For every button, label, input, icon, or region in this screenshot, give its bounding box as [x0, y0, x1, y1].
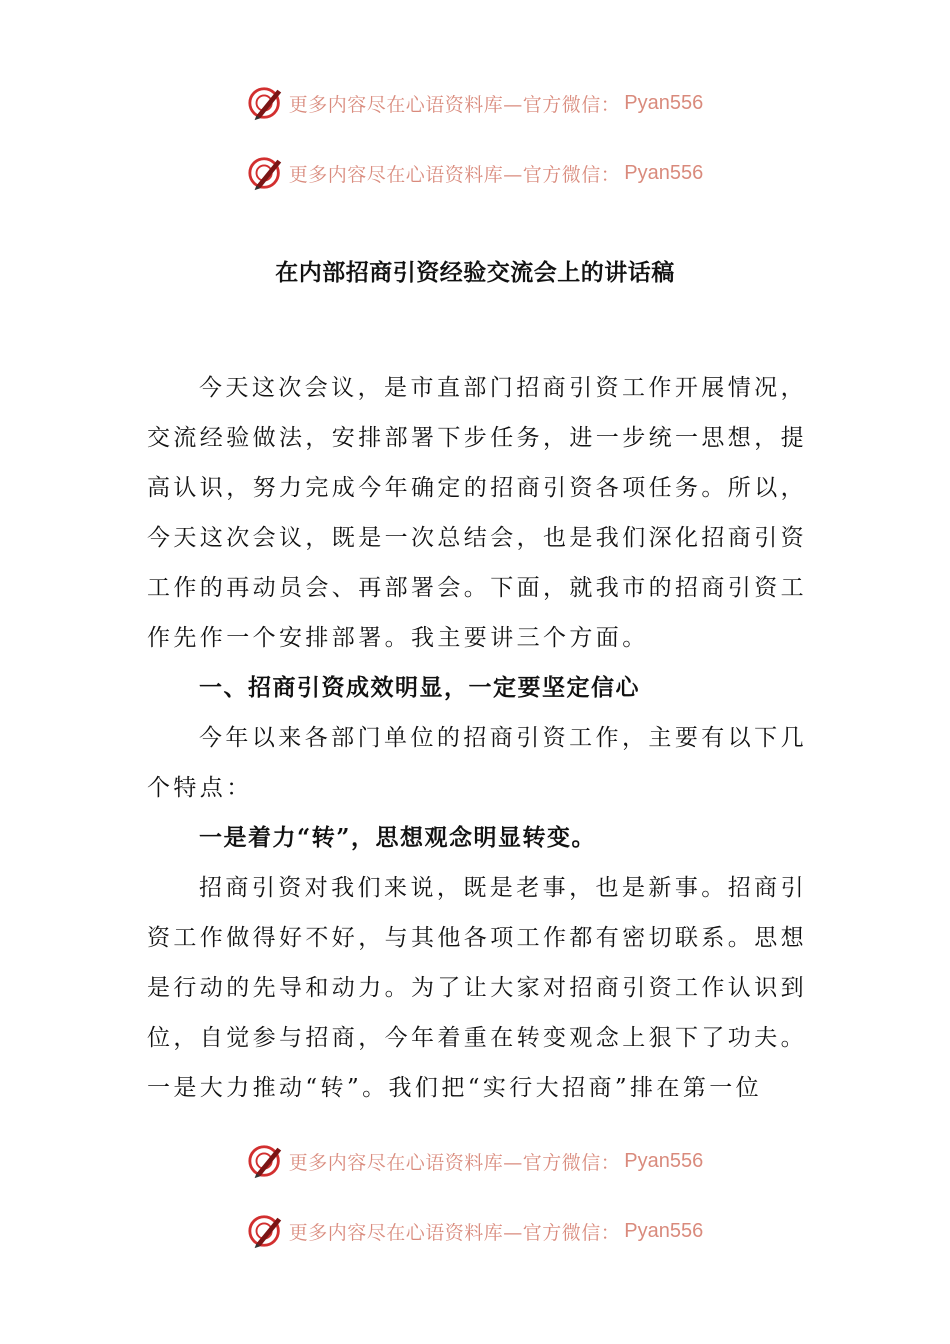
pen-logo-icon — [247, 154, 285, 192]
watermark-text: 更多内容尽在心语资料库—官方微信： — [288, 1221, 621, 1244]
pen-logo-icon — [247, 84, 285, 122]
body-paragraph: 今天这次会议，是市直部门招商引资工作开展情况，交流经验做法，安排部署下步任务，进一步统一思想，提高认识，努力完成今年确定的招商引资各项任务。所以，今天这次会议，既是一次总结会，也是我们深化招商引资工作的再动员会、再部署会。下面，就我市的招商引资工作先作一个安排部署。我主要讲三个方面。 — [147, 375, 807, 651]
watermark-banner-1 — [0, 83, 950, 123]
watermark-text: 更多内容尽在心语资料库—官方微信： — [288, 93, 621, 116]
section-heading: 一、招商引资成效明显，一定要坚定信心 — [199, 674, 640, 701]
watermark-account: Pyan556 — [624, 1149, 704, 1172]
watermark-text: 更多内容尽在心语资料库—官方微信： — [288, 163, 621, 186]
body-paragraph: 招商引资对我们来说，既是老事，也是新事。招商引资工作做得好不好，与其他各项工作都有密切联系。思想是行动的先导和动力。为了让大家对招商引资工作认识到位，自觉参与招商，今年着重在转变观念上狠下了功夫。一是大力推动“转”。我们把“实行大招商”排在第一位 — [147, 875, 807, 1101]
watermark-banner-4 — [0, 1211, 950, 1251]
watermark-account: Pyan556 — [624, 1219, 704, 1242]
watermark-account: Pyan556 — [624, 91, 704, 114]
pen-logo-icon — [247, 1212, 285, 1250]
watermark-banner-3 — [0, 1141, 950, 1181]
pen-logo-icon — [247, 1142, 285, 1180]
body-paragraph: 今年以来各部门单位的招商引资工作，主要有以下几个特点： — [147, 725, 807, 801]
document-title: 在内部招商引资经验交流会上的讲话稿 — [275, 259, 675, 286]
watermark-text: 更多内容尽在心语资料库—官方微信： — [288, 1151, 621, 1174]
watermark-banner-2 — [0, 153, 950, 193]
document-body — [147, 363, 807, 1113]
subsection-heading: 一是着力“转”，思想观念明显转变。 — [199, 824, 596, 851]
watermark-account: Pyan556 — [624, 161, 704, 184]
